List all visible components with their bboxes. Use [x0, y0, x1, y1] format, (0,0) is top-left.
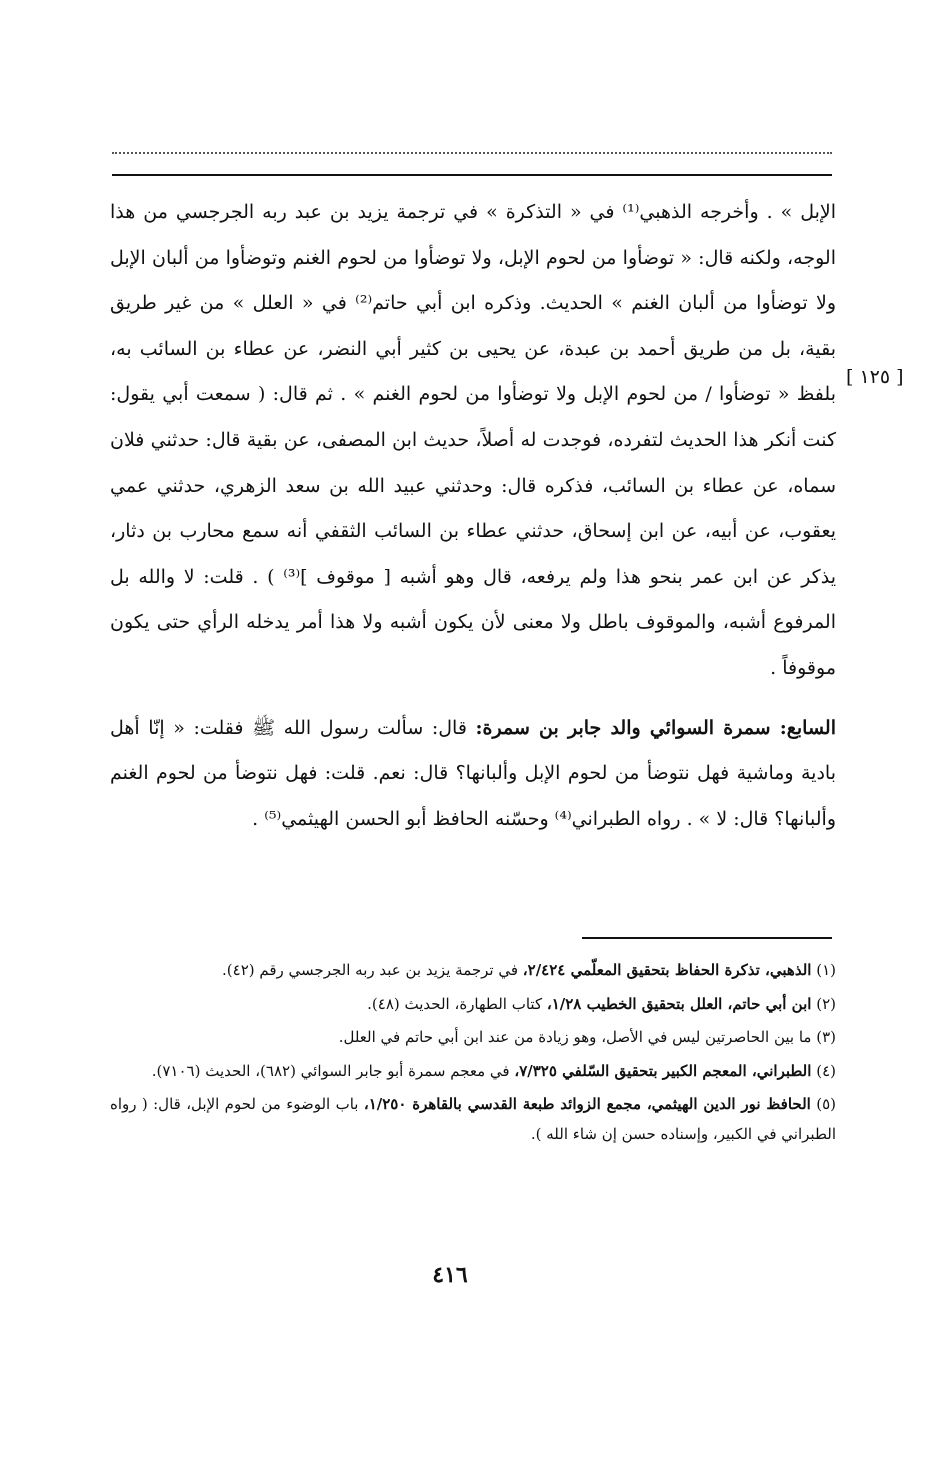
footnote-4 [110, 1057, 836, 1087]
header-solid-rule [112, 174, 832, 176]
footnote-title: ابن أبي حاتم، العلل بتحقيق الخطيب ١/٢٨، [546, 994, 812, 1013]
paragraph-2-text: قال: سألت رسول الله ﷺ فقلت: « إنّا أهل بادية وماشية فهل نتوضأ من لحوم الإبل وألبانها؟ قال: نعم. قلت: فهل نتوضأ من لحوم الغنم وألبانها؟ قال: لا » . رواه الطبراني⁽⁴⁾ وحسّنه الحافظ أبو الحسن الهيثمي⁽⁵⁾ . [110, 716, 836, 830]
footnote-text: ما بين الحاصرتين ليس في الأصل، وهو زيادة من عند ابن أبي حاتم في العلل. [338, 1028, 817, 1046]
footnote-3 [110, 1023, 836, 1053]
footnote-text: في ترجمة يزيد بن عبد ربه الجرجسي رقم (٤٢). [222, 961, 523, 979]
paragraph-2 [110, 706, 836, 843]
footnotes [110, 956, 836, 1149]
footnote-2 [110, 990, 836, 1020]
footnote-number: (٢) [816, 994, 836, 1013]
footnote-5 [110, 1090, 836, 1149]
footnote-number: (١) [816, 961, 836, 979]
footnote-title: الطبراني، المعجم الكبير بتحقيق السّلفي ٧/٣٢٥، [514, 1061, 812, 1080]
footnote-text: كتاب الطهارة، الحديث (٤٨). [367, 994, 547, 1013]
main-text [110, 190, 836, 842]
footnote-text: باب الوضوء من لحوم الإبل، قال: ( رواه الطبراني في الكبير، وإسناده حسن إن شاء الله ). [110, 1095, 836, 1143]
paragraph-1: الإبل » . وأخرجه الذهبي⁽¹⁾ في « التذكرة » في ترجمة يزيد بن عبد ربه الجرجسي من هذا الوجه، ولكنه قال: « توضأوا من لحوم الإبل، ولا توضأوا من لحوم الغنم وتوضأوا من ألبان الإبل ولا توضأوا من ألبان الغنم » الحديث. وذكره ابن أبي حاتم⁽²⁾ في « العلل » من غير طريق بقية، بل من طريق أحمد بن عبدة، عن يحيى بن كثير أبي النضر، عن عطاء بن السائب به، بلفظ « توضأوا / من لحوم الإبل ولا توضأوا من لحوم الغنم » . ثم قال: ( سمعت أبي يقول: كنت أنكر هذا الحديث لتفرده، فوجدت له أصلاً، حديث ابن المصفى، عن بقية قال: حدثني فلان سماه، عن عطاء بن السائب، فذكره قال: وحدثني عبيد الله بن سعد الزهري، حدثني عمي يعقوب، عن أبيه، عن ابن إسحاق، حدثني عطاء بن السائب الثقفي أنه سمع محارب بن دثار، يذكر عن ابن عمر بنحو هذا ولم يرفعه، قال وهو أشبه [ موقوف ]⁽³⁾ ) . قلت: لا والله بل المرفوع أشبه، والموقوف باطل ولا معنى لأن يكون أشبه ولا هذا أمر يدخله الرأي حتى يكون موقوفاً . [110, 201, 836, 679]
margin-reference: [ ١٢٥ ] [846, 366, 904, 388]
footnote-number: (٤) [816, 1061, 836, 1080]
footnote-separator [582, 937, 832, 939]
paragraph-2-lead: السابع: سمرة السوائي والد جابر بن سمرة: [475, 716, 836, 739]
footnote-number: (٥) [816, 1095, 836, 1113]
footnote-title: الحافظ نور الدين الهيثمي، مجمع الزوائد طبعة القدسي بالقاهرة ١/٢٥٠، [363, 1095, 811, 1113]
page-number: ٤١٦ [432, 1262, 468, 1288]
footnote-title: الذهبي، تذكرة الحفاظ بتحقيق المعلّمي ٢/٤٢٤، [522, 961, 812, 979]
header-dotted-rule [112, 152, 832, 154]
footnote-number: (٣) [816, 1028, 836, 1046]
footnote-text: في معجم سمرة أبو جابر السوائي (٦٨٢)، الحديث (٧١٠٦). [151, 1061, 515, 1080]
footnote-1 [110, 956, 836, 986]
